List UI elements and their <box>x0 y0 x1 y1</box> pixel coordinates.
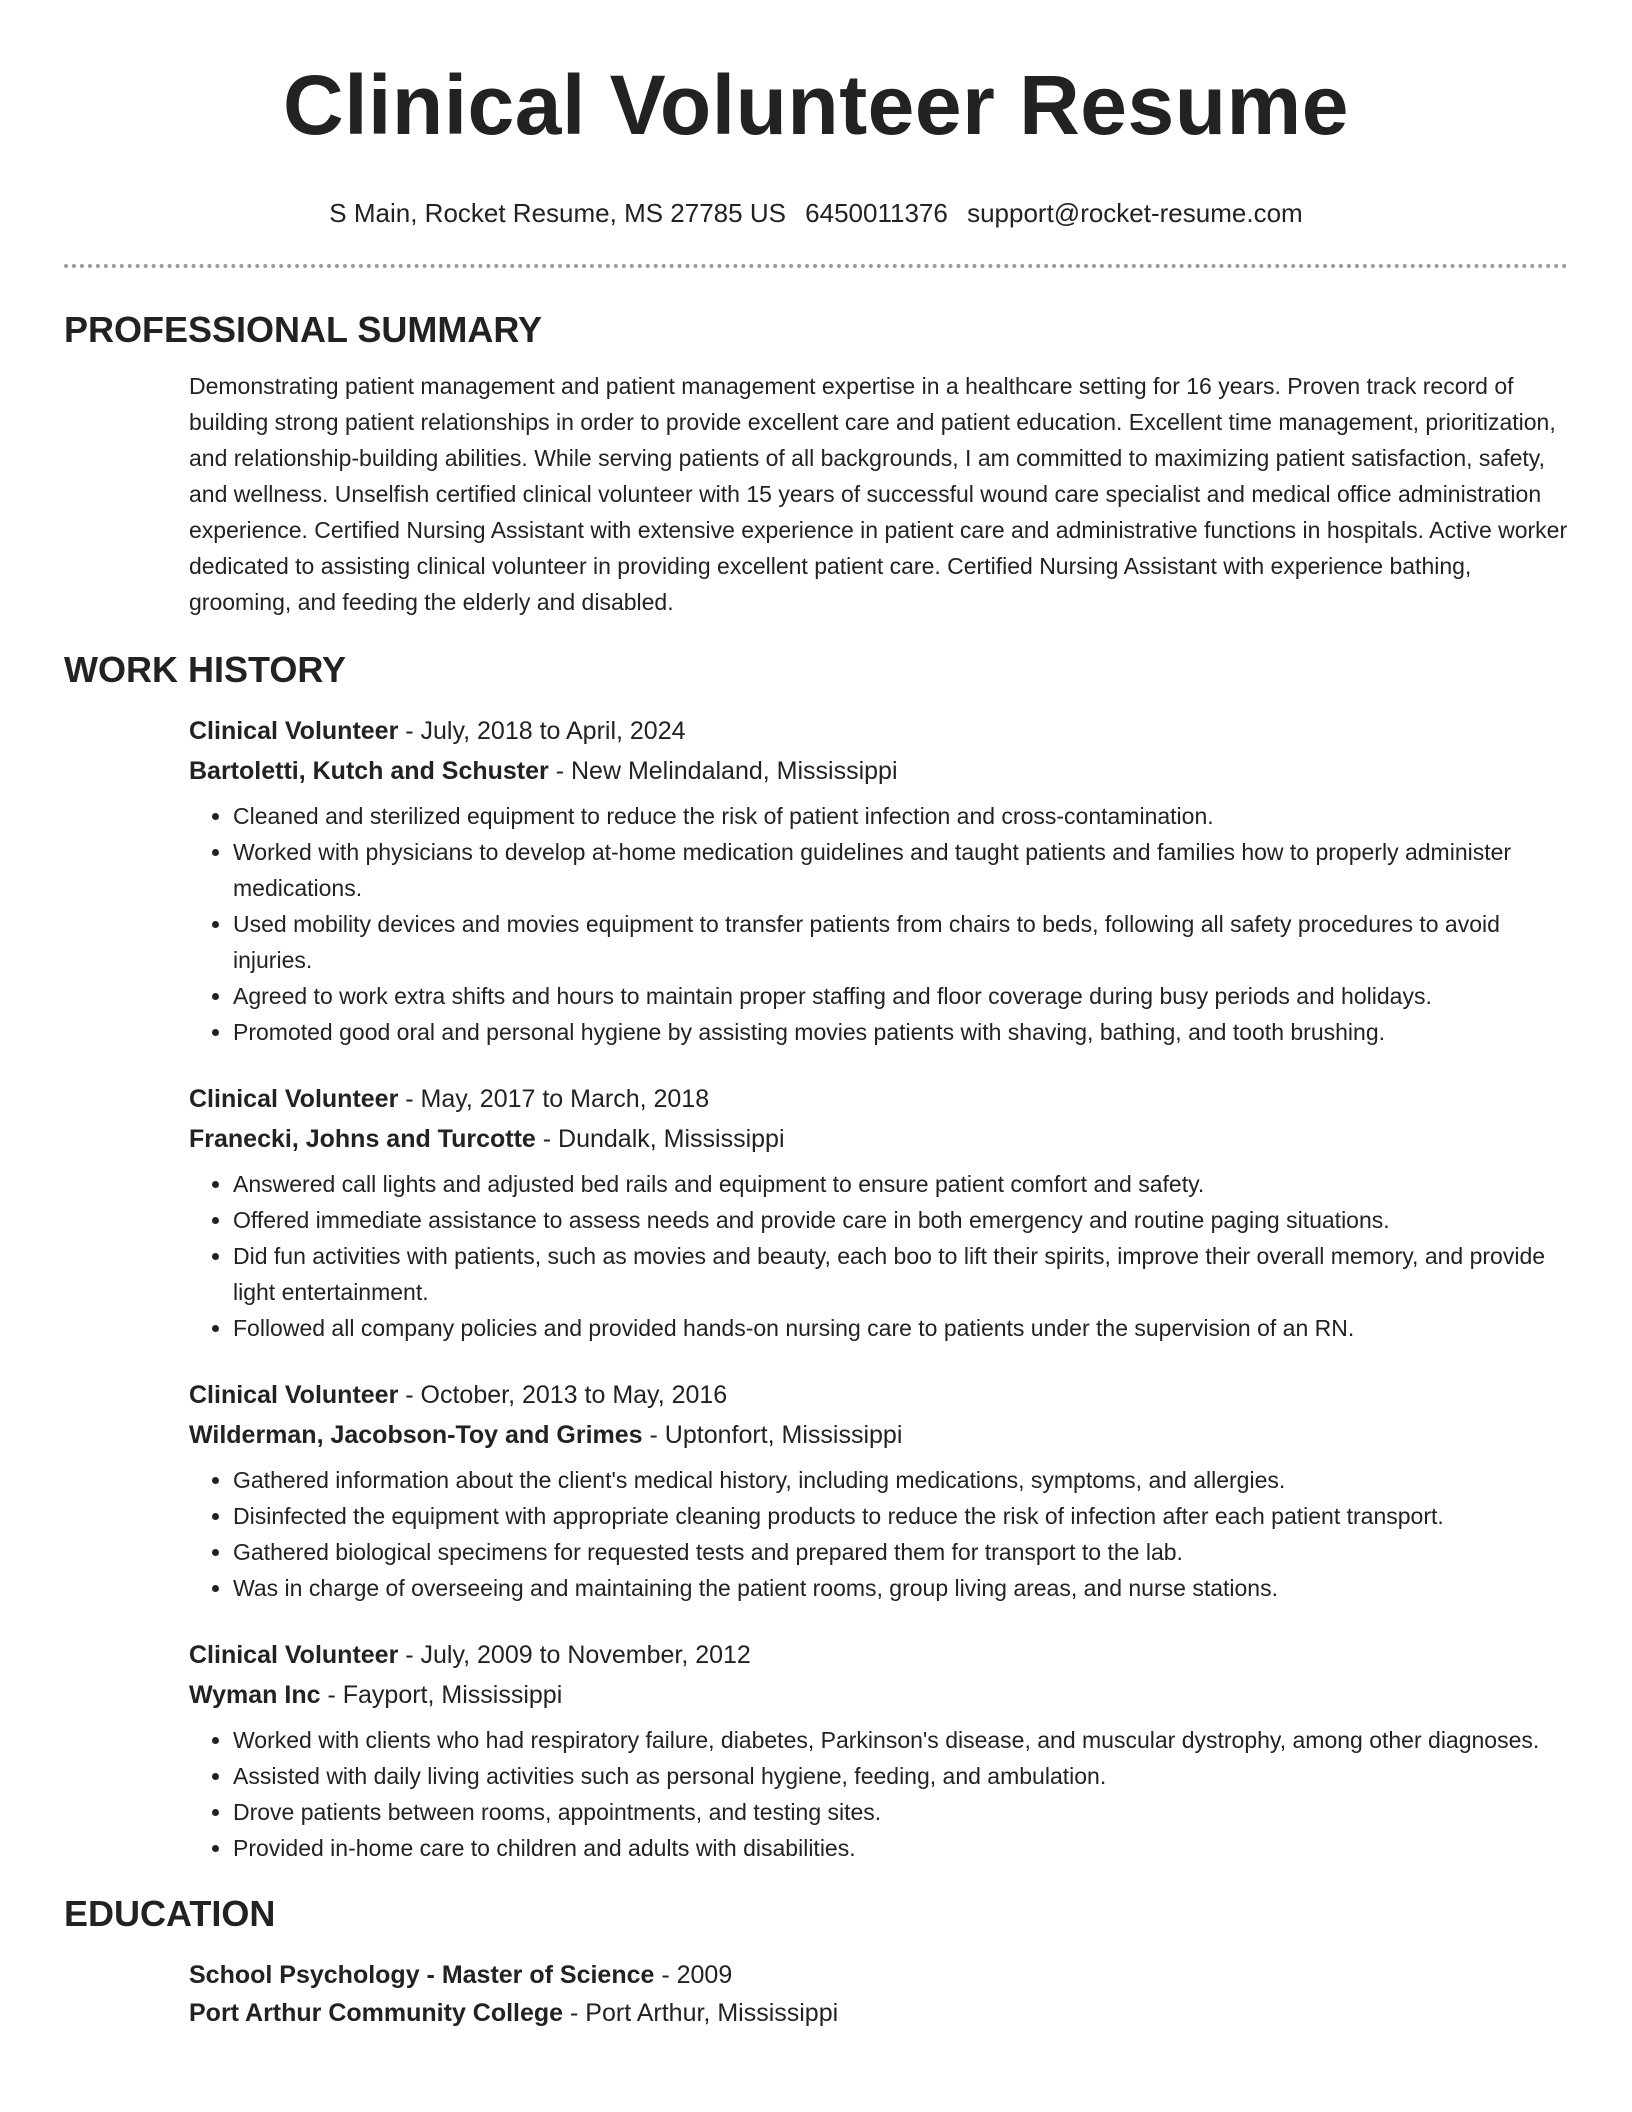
job-duties <box>189 1722 1568 1866</box>
contact-email: support@rocket-resume.com <box>967 198 1303 228</box>
job-title: Clinical Volunteer <box>189 717 399 745</box>
education-location: - Port Arthur, Mississippi <box>563 1999 839 2027</box>
job-title-line <box>189 1376 1568 1414</box>
job-dates: - October, 2013 to May, 2016 <box>398 1381 728 1409</box>
job-employer: Bartoletti, Kutch and Schuster <box>189 757 549 785</box>
education-year: - 2009 <box>654 1961 733 1989</box>
job-dates: - July, 2009 to November, 2012 <box>398 1641 751 1669</box>
duty-item: • Worked with clients who had respiratory failure, diabetes, Parkinson's disease, and muscular dystrophy, among other diagnoses. <box>233 1722 1568 1758</box>
duty-item: • Cleaned and sterilized equipment to reduce the risk of patient infection and cross-contamination. <box>233 798 1568 834</box>
job-employer-line <box>189 1416 1568 1454</box>
duty-item: • Was in charge of overseeing and maintaining the patient rooms, group living areas, and nurse stations. <box>233 1570 1568 1606</box>
resume-header <box>0 0 1632 230</box>
job-employer: Wilderman, Jacobson-Toy and Grimes <box>189 1421 643 1449</box>
job-entry <box>189 1080 1568 1346</box>
duty-item: • Assisted with daily living activities such as personal hygiene, feeding, and ambulation. <box>233 1758 1568 1794</box>
summary-heading: PROFESSIONAL SUMMARY <box>64 309 543 350</box>
job-entry <box>189 712 1568 1050</box>
duty-item: • Gathered information about the client's medical history, including medications, symptoms, and allergies. <box>233 1462 1568 1498</box>
duty-item: • Promoted good oral and personal hygiene by assisting movies patients with shaving, bathing, and tooth brushing. <box>233 1014 1568 1050</box>
job-employer-line <box>189 1120 1568 1158</box>
job-duties <box>189 1462 1568 1606</box>
job-duties <box>189 798 1568 1050</box>
page-title: Clinical Volunteer Resume <box>283 58 1349 152</box>
job-duties <box>189 1166 1568 1346</box>
job-entry <box>189 1636 1568 1866</box>
education-entry <box>189 1956 1568 2032</box>
education-heading: EDUCATION <box>64 1893 276 1934</box>
education-school-line <box>189 1994 1568 2032</box>
job-dates: - July, 2018 to April, 2024 <box>398 717 686 745</box>
job-title-line <box>189 712 1568 750</box>
job-title-line <box>189 1636 1568 1674</box>
job-employer-line <box>189 752 1568 790</box>
contact-phone: 6450011376 <box>805 198 948 228</box>
summary-text: Demonstrating patient management and patient management expertise in a healthcare setting for 16 years. Proven track record of building strong patient relationships in order to provide excellent care and patient education. Excellent time management, prioritization, and relationship-building abilities. While serving patients of all backgrounds, I am committed to maximizing patient satisfaction, safety, and wellness. Unselfish certified clinical volunteer with 15 years of successful wound care specialist and medical office administration experience. Certified Nursing Assistant with extensive experience in patient care and administrative functions in hospitals. Active worker dedicated to assisting clinical volunteer in providing excellent patient care. Certified Nursing Assistant with experience bathing, grooming, and feeding the elderly and disabled. <box>189 373 1568 615</box>
job-title: Clinical Volunteer <box>189 1085 399 1113</box>
header-divider <box>64 264 1568 268</box>
contact-line <box>0 196 1632 230</box>
job-entry <box>189 1376 1568 1606</box>
education-section <box>0 1892 1632 2032</box>
work-history-heading: WORK HISTORY <box>64 649 347 690</box>
job-employer: Franecki, Johns and Turcotte <box>189 1125 536 1153</box>
duty-item: • Answered call lights and adjusted bed rails and equipment to ensure patient comfort and safety. <box>233 1166 1568 1202</box>
job-title: Clinical Volunteer <box>189 1641 399 1669</box>
duty-item: • Drove patients between rooms, appointments, and testing sites. <box>233 1794 1568 1830</box>
duty-item: • Gathered biological specimens for requested tests and prepared them for transport to the lab. <box>233 1534 1568 1570</box>
job-dates: - May, 2017 to March, 2018 <box>398 1085 710 1113</box>
job-location: - Fayport, Mississippi <box>320 1681 563 1709</box>
duty-item: • Worked with physicians to develop at-home medication guidelines and taught patients and families how to properly administer medications. <box>233 834 1568 906</box>
contact-address: S Main, Rocket Resume, MS 27785 US <box>329 198 786 228</box>
duty-item: • Agreed to work extra shifts and hours to maintain proper staffing and floor coverage during busy periods and holidays. <box>233 978 1568 1014</box>
duty-item: • Disinfected the equipment with appropriate cleaning products to reduce the risk of infection after each patient transport. <box>233 1498 1568 1534</box>
summary-section <box>0 308 1632 620</box>
duty-item: • Followed all company policies and provided hands-on nursing care to patients under the supervision of an RN. <box>233 1310 1568 1346</box>
job-location: - Dundalk, Mississippi <box>535 1125 785 1153</box>
job-employer: Wyman Inc <box>189 1681 321 1709</box>
duty-item: • Offered immediate assistance to assess needs and provide care in both emergency and routine paging situations. <box>233 1202 1568 1238</box>
job-location: - New Melindaland, Mississippi <box>548 757 898 785</box>
job-title: Clinical Volunteer <box>189 1381 399 1409</box>
duty-item: • Provided in-home care to children and adults with disabilities. <box>233 1830 1568 1866</box>
education-degree: School Psychology - Master of Science <box>189 1961 655 1989</box>
education-school: Port Arthur Community College <box>189 1999 564 2027</box>
job-employer-line <box>189 1676 1568 1714</box>
job-title-line <box>189 1080 1568 1118</box>
work-history-section <box>0 648 1632 1866</box>
duty-item: • Did fun activities with patients, such as movies and beauty, each boo to lift their spirits, improve their overall memory, and provide light entertainment. <box>233 1238 1568 1310</box>
duty-item: • Used mobility devices and movies equipment to transfer patients from chairs to beds, following all safety procedures to avoid injuries. <box>233 906 1568 978</box>
education-degree-line <box>189 1956 1568 1994</box>
job-location: - Uptonfort, Mississippi <box>642 1421 903 1449</box>
